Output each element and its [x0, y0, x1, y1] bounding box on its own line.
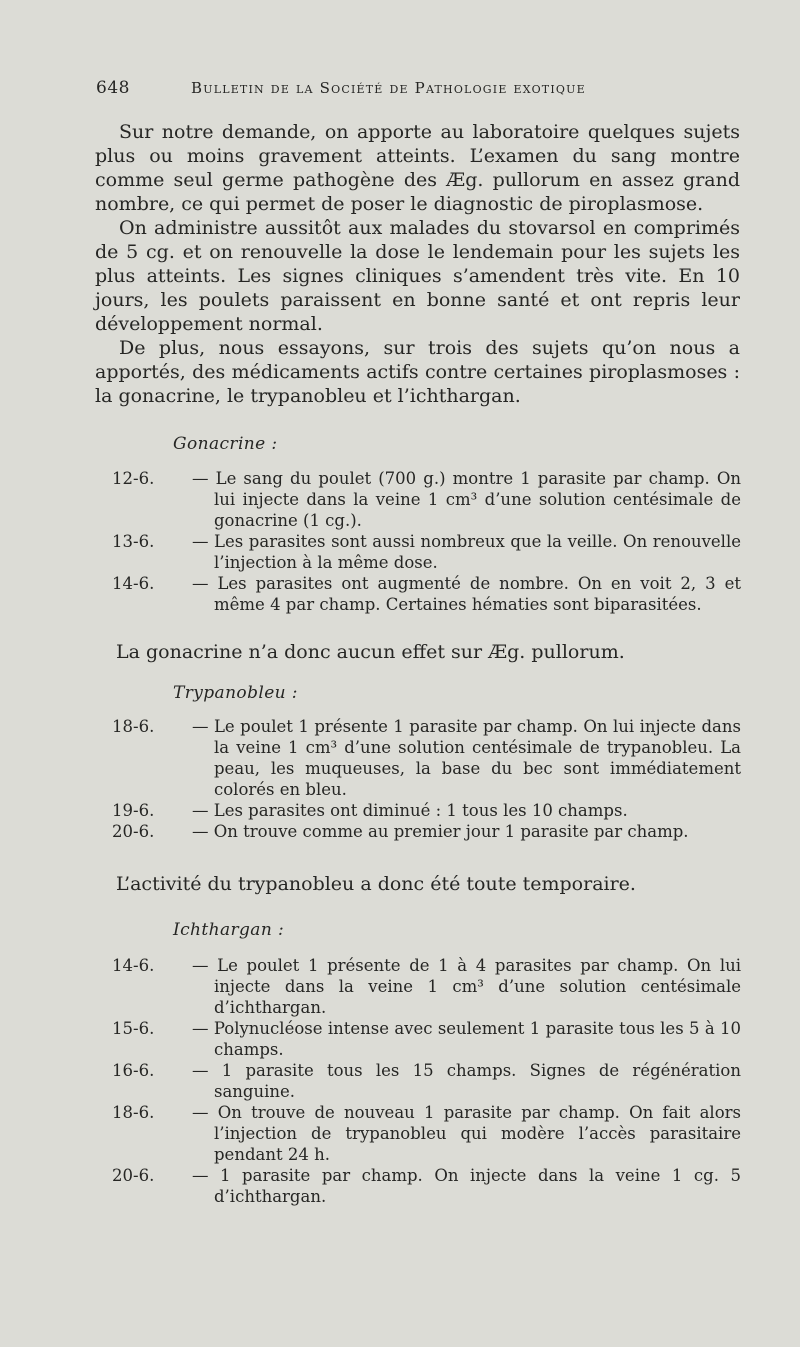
- entry-date: 19-6.: [112, 801, 155, 820]
- page-header: [96, 78, 746, 102]
- section-heading-gonacrine: Gonacrine :: [173, 434, 278, 454]
- entry-date: 14-6.: [112, 574, 155, 593]
- protocol-entry: [96, 468, 741, 531]
- entry-date: 20-6.: [112, 822, 155, 841]
- section-heading-trypanobleu: Trypanobleu :: [173, 683, 298, 703]
- protocol-entry: [96, 1060, 741, 1102]
- protocol-entry: [96, 1165, 741, 1207]
- protocol-entry: [96, 1018, 741, 1060]
- paragraph: On administre aussitôt aux malades du stovarsol en comprimés de 5 cg. et on renouvelle la dose le lendemain pour les sujets les plus atteints. Les signes cliniques s’amendent très vite. En 10 jours, les poulets paraissent en bonne santé et ont repris leur développement normal.: [95, 217, 740, 335]
- protocol-entry: [96, 800, 741, 821]
- entry-date: 14-6.: [112, 956, 155, 975]
- entry-text: — Polynucléose intense avec seulement 1 parasite tous les 5 à 10 champs.: [192, 1019, 741, 1059]
- entry-text: — Les parasites sont aussi nombreux que la veille. On renouvelle l’injection à la même dose.: [192, 532, 741, 572]
- protocol-entry: [96, 531, 741, 573]
- section-heading-ichthargan: Ichthargan :: [173, 920, 285, 940]
- entry-text: — 1 parasite tous les 15 champs. Signes de régénération sanguine.: [192, 1061, 741, 1101]
- intro-text: [95, 120, 740, 408]
- entry-text: — Les parasites ont augmenté de nombre. On en voit 2, 3 et même 4 par champ. Certaines hématies sont biparasitées.: [192, 574, 741, 614]
- entry-date: 16-6.: [112, 1061, 155, 1080]
- entry-text: — Le poulet 1 présente 1 parasite par champ. On lui injecte dans la veine 1 cm³ d’une solution centésimale de trypanobleu. La peau, les muqueuses, la base du bec sont immédiatement colorés en bleu.: [192, 717, 741, 799]
- conclusion-gonacrine: La gonacrine n’a donc aucun effet sur Æg. pullorum.: [116, 641, 625, 663]
- entry-text: — On trouve comme au premier jour 1 parasite par champ.: [192, 822, 689, 841]
- entries-gonacrine: [96, 468, 741, 615]
- entry-date: 12-6.: [112, 469, 155, 488]
- protocol-entry: [96, 955, 741, 1018]
- entry-text: — 1 parasite par champ. On injecte dans la veine 1 cg. 5 d’ichthargan.: [192, 1166, 741, 1206]
- entry-text: — Le sang du poulet (700 g.) montre 1 parasite par champ. On lui injecte dans la veine 1 cm³ d’une solution centésimale de gonacrine (1 cg.).: [192, 469, 741, 530]
- entry-date: 13-6.: [112, 532, 155, 551]
- protocol-entry: [96, 821, 741, 842]
- entry-text: — Le poulet 1 présente de 1 à 4 parasites par champ. On lui injecte dans la veine 1 cm³ d’une solution centésimale d’ichthargan.: [192, 956, 741, 1017]
- page-number: 648: [96, 78, 130, 98]
- entry-date: 18-6.: [112, 1103, 155, 1122]
- paragraph: Sur notre demande, on apporte au laboratoire quelques sujets plus ou moins gravement atteints. L’examen du sang montre comme seul germe pathogène des Æg. pullorum en assez grand nombre, ce qui permet de poser le diagnostic de piroplasmose.: [95, 121, 740, 215]
- running-title: Bulletin de la Société de Pathologie exotique: [191, 79, 586, 97]
- conclusion-trypanobleu: L’activité du trypanobleu a donc été toute temporaire.: [116, 873, 636, 895]
- protocol-entry: [96, 573, 741, 615]
- entries-ichthargan: [96, 955, 741, 1207]
- protocol-entry: [96, 716, 741, 800]
- entry-date: 15-6.: [112, 1019, 155, 1038]
- entry-text: — On trouve de nouveau 1 parasite par champ. On fait alors l’injection de trypanobleu qui modère l’accès parasitaire pendant 24 h.: [192, 1103, 741, 1164]
- entries-trypanobleu: [96, 716, 741, 842]
- protocol-entry: [96, 1102, 741, 1165]
- paragraph: De plus, nous essayons, sur trois des sujets qu’on nous a apportés, des médicaments actifs contre certaines piroplasmoses : la gonacrine, le trypanobleu et l’ichthargan.: [95, 337, 740, 407]
- entry-date: 20-6.: [112, 1166, 155, 1185]
- entry-date: 18-6.: [112, 717, 155, 736]
- entry-text: — Les parasites ont diminué : 1 tous les 10 champs.: [192, 801, 628, 820]
